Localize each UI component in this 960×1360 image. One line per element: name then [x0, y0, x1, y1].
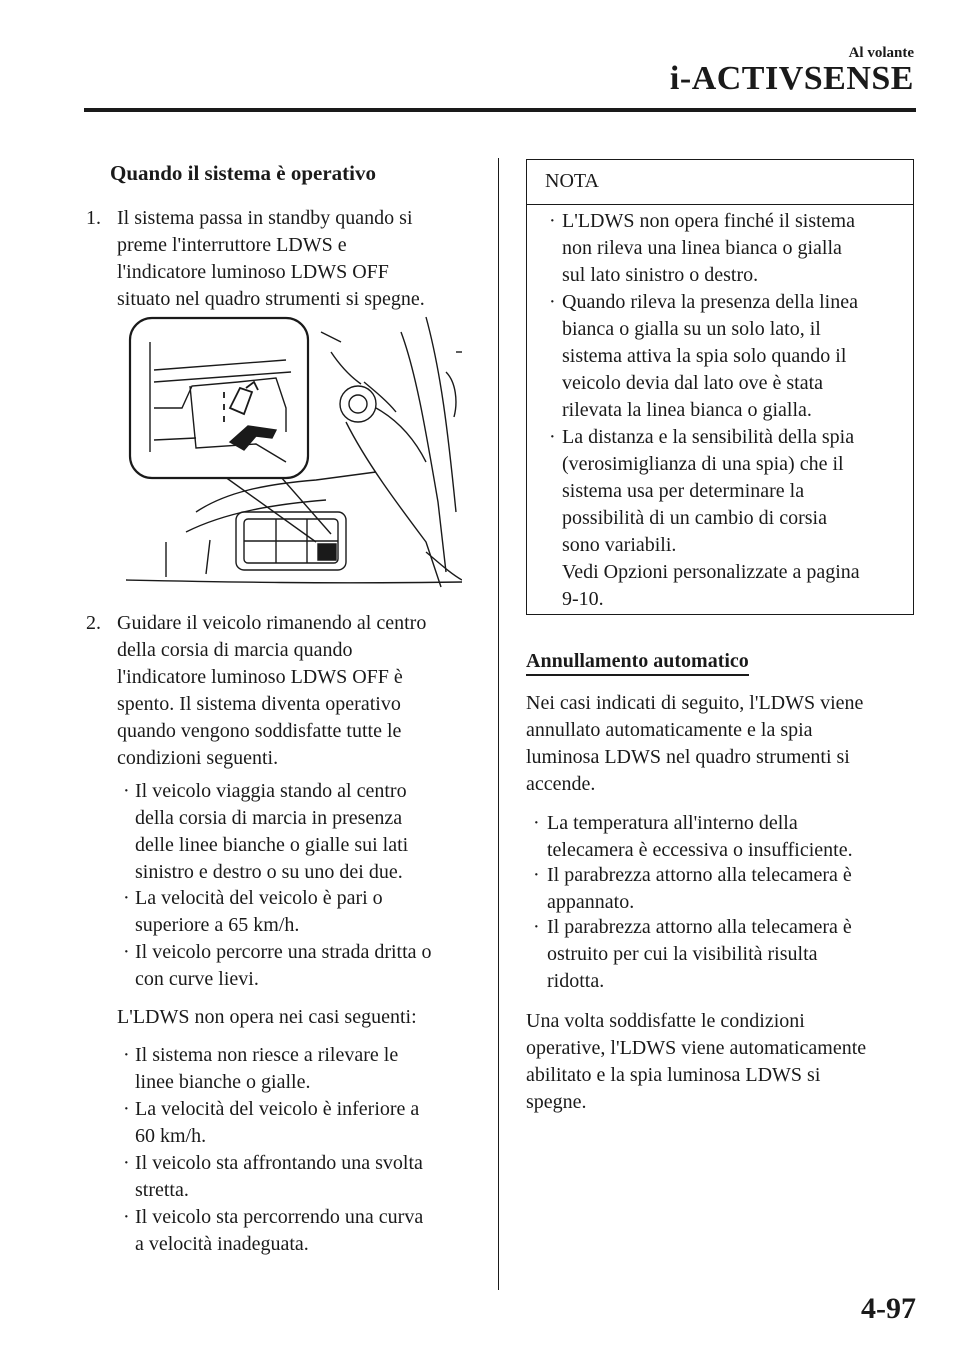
text-line: Guidare il veicolo rimanendo al centro: [117, 612, 427, 634]
text-line: 9-10.: [562, 588, 604, 610]
text-line: l'indicatore luminoso LDWS OFF: [117, 261, 389, 283]
text-line: Quando rileva la presenza della linea: [562, 291, 858, 313]
bullet-dot: ·: [123, 780, 130, 802]
condition-item: [135, 885, 475, 939]
note-item: [562, 289, 910, 424]
condition-item: [135, 939, 480, 993]
text-line: bianca o gialla su un solo lato, il: [562, 318, 821, 340]
text-line: sinistro e destro o su uno dei due.: [135, 861, 403, 883]
text-line: quando vengono soddisfatte tutte le: [117, 720, 402, 742]
text-line: Il veicolo sta affrontando una svolta: [135, 1152, 423, 1174]
text-line: preme l'interruttore LDWS e: [117, 234, 347, 256]
bullet-dot: ·: [533, 812, 540, 834]
text-line: Il sistema passa in standby quando si: [117, 207, 413, 229]
text-line: sul lato sinistro o destro.: [562, 264, 759, 286]
text-line: Una volta soddisfatte le condizioni: [526, 1010, 805, 1032]
text-line: a velocità inadeguata.: [135, 1233, 309, 1255]
text-line: Il parabrezza attorno alla telecamera è: [547, 916, 852, 938]
step-2-number: 2.: [86, 612, 101, 634]
not-operate-intro: L'LDWS non opera nei casi seguenti:: [117, 1006, 417, 1028]
text-line: ostruito per cui la visibilità risulta: [547, 943, 818, 965]
text-line: spegne.: [526, 1091, 587, 1113]
text-line: spento. Il sistema diventa operativo: [117, 693, 401, 715]
bullet-dot: ·: [123, 1152, 130, 1174]
text-line: Il veicolo viaggia stando al centro: [135, 780, 407, 802]
text-line: stretta.: [135, 1179, 189, 1201]
ldws-switch-illustration: [126, 312, 462, 594]
column-divider: [498, 158, 499, 1290]
text-line: Il veicolo percorre una strada dritta o: [135, 941, 432, 963]
step-1-number: 1.: [86, 207, 101, 229]
text-line: Vedi Opzioni personalizzate a pagina: [562, 561, 860, 583]
bullet-dot: ·: [549, 426, 556, 448]
text-line: sistema attiva la spia solo quando il: [562, 345, 847, 367]
not-operate-item: [135, 1042, 475, 1096]
header-rule: [84, 108, 916, 112]
step-2-text: [117, 610, 482, 772]
text-line: sono variabili.: [562, 534, 677, 556]
outro-paragraph: [526, 1008, 921, 1116]
text-line: non rileva una linea bianca o gialla: [562, 237, 842, 259]
note-box: [526, 159, 914, 615]
text-line: Il sistema non riesce a rilevare le: [135, 1044, 399, 1066]
page-number: 4-97: [861, 1292, 916, 1325]
not-operate-item: [135, 1204, 475, 1258]
note-separator: [527, 204, 913, 205]
text-line: (verosimiglianza di una spia) che il: [562, 453, 844, 475]
section-title: Annullamento automatico: [526, 650, 749, 676]
bullet-dot: ·: [123, 1098, 130, 1120]
case-item: [547, 810, 917, 864]
bullet-dot: ·: [533, 916, 540, 938]
text-line: rilevata la linea bianca o gialla.: [562, 399, 812, 421]
text-line: veicolo devia dal lato ove è stata: [562, 372, 824, 394]
bullet-dot: ·: [533, 864, 540, 886]
subheading: Quando il sistema è operativo: [110, 161, 376, 185]
text-line: possibilità di un cambio di corsia: [562, 507, 827, 529]
text-line: Il parabrezza attorno alla telecamera è: [547, 864, 852, 886]
text-line: della corsia di marcia in presenza: [135, 807, 403, 829]
text-line: luminosa LDWS nel quadro strumenti si: [526, 746, 850, 768]
text-line: condizioni seguenti.: [117, 747, 279, 769]
text-line: superiore a 65 km/h.: [135, 914, 300, 936]
condition-item: [135, 778, 475, 886]
text-line: operative, l'LDWS viene automaticamente: [526, 1037, 867, 1059]
bullet-dot: ·: [549, 210, 556, 232]
text-line: situato nel quadro strumenti si spegne.: [117, 288, 425, 310]
bullet-dot: ·: [123, 1044, 130, 1066]
not-operate-item: [135, 1150, 475, 1204]
case-item: [547, 914, 917, 995]
note-item: [562, 424, 910, 613]
text-line: linee bianche o gialle.: [135, 1071, 311, 1093]
text-line: L'LDWS non opera finché il sistema: [562, 210, 855, 232]
text-line: ridotta.: [547, 970, 605, 992]
text-line: annullato automaticamente e la spia: [526, 719, 813, 741]
text-line: con curve lievi.: [135, 968, 259, 990]
header-section-label: Al volante: [848, 45, 914, 61]
text-line: accende.: [526, 773, 596, 795]
text-line: della corsia di marcia quando: [117, 639, 353, 661]
intro-paragraph: [526, 690, 921, 798]
not-operate-item: [135, 1096, 475, 1150]
text-line: Nei casi indicati di seguito, l'LDWS viene: [526, 692, 864, 714]
header-chapter-title: i-ACTIVSENSE: [669, 60, 914, 97]
text-line: La velocità del veicolo è inferiore a: [135, 1098, 420, 1120]
text-line: Il veicolo sta percorrendo una curva: [135, 1206, 424, 1228]
text-line: La velocità del veicolo è pari o: [135, 887, 383, 909]
step-1-text: [117, 205, 482, 313]
bullet-dot: ·: [549, 291, 556, 313]
case-item: [547, 862, 917, 916]
text-line: sistema usa per determinare la: [562, 480, 805, 502]
text-line: La temperatura all'interno della: [547, 812, 798, 834]
note-item: [562, 208, 910, 289]
text-line: telecamera è eccessiva o insufficiente.: [547, 839, 853, 861]
text-line: abilitato e la spia luminosa LDWS si: [526, 1064, 821, 1086]
text-line: 60 km/h.: [135, 1125, 207, 1147]
bullet-dot: ·: [123, 887, 130, 909]
text-line: La distanza e la sensibilità della spia: [562, 426, 855, 448]
bullet-dot: ·: [123, 1206, 130, 1228]
note-title: NOTA: [545, 170, 599, 192]
text-line: l'indicatore luminoso LDWS OFF è: [117, 666, 403, 688]
text-line: delle linee bianche o gialle sui lati: [135, 834, 409, 856]
bullet-dot: ·: [123, 941, 130, 963]
text-line: appannato.: [547, 891, 635, 913]
